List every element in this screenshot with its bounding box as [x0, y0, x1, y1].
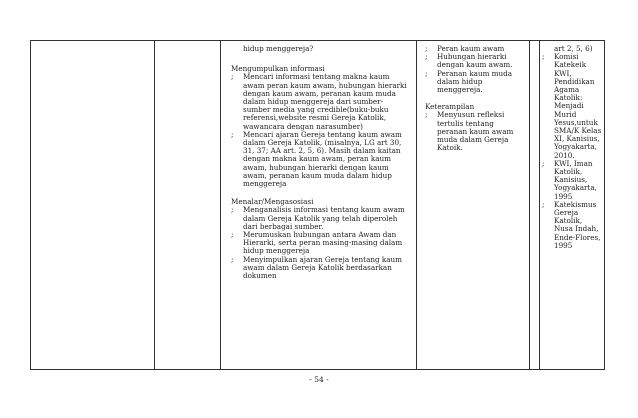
- list-item: ; Merumuskan hubungan antara Awam dan Hierarki, serta peran masing-masing dalam hidup menggereja: [231, 230, 403, 256]
- list-item: ; Hubungan hierarki dengan kaum awam.: [425, 52, 513, 70]
- section-title-collect-info: Mengumpulkan informasi: [231, 64, 325, 74]
- section-title-reasoning: Menalar/Mengasosiasi: [231, 197, 314, 207]
- table-cell-empty-5: [530, 41, 540, 370]
- learning-activities-cell: [221, 41, 417, 370]
- learning-resources-cell: [540, 41, 605, 370]
- list-item: ; Mencari ajaran Gereja tentang kaum awam dalam Gereja Katolik, (misalnya, LG art 30, 31, 37; AA art. 2, 5, 6). Masih dalam kaitan dengan makna kaum awam, peran kaum awam, hubungan hierarki dengan kaum awam, peranan kaum muda dalam hidup menggereja: [231, 129, 402, 189]
- list-item: ; Menyusun refleksi tertulis tentang peranan kaum awam muda dalam Gereja Katoik.: [425, 110, 514, 153]
- list-item: ; Menganalisis informasi tentang kaum awam dalam Gereja Katolik yang telah diperoleh dari berbagai sumber.: [231, 205, 405, 231]
- section-title-skills: Keterampilan: [425, 102, 475, 112]
- list-item: ; KWI, Iman Katolik, Kanisius, Yogyakarta, 1995: [542, 158, 597, 201]
- table-row: [31, 41, 605, 370]
- list-item: ; Menyimpulkan ajaran Gereja tentang kaum awam dalam Gereja Katolik berdasarkan dokumen: [231, 254, 402, 281]
- list-item: ; Mencari informasi tentang makna kaum awam peran kaum awam, hubungan hierarki dengan kaum awam, peranan kaum muda dalam hidup menggereja dari sumber-sumber media yang credible(buku-buku referensi,website resmi Gereja Katolik, wawancara dengan narasumber): [231, 72, 407, 131]
- table-cell-empty-2: [155, 41, 221, 370]
- continued-text: hidup menggereja?: [243, 44, 314, 53]
- list-item: ; Komisi Katekeik KWI, Pendidikan Agama Katolik: Menjadi Murid Yesus,untuk SMA/K Kelas XI, Kanisius, Yogyakarta, 2010.: [542, 52, 602, 160]
- list-item: ; Peranan kaum muda dalam hidup menggereja.: [425, 68, 513, 95]
- knowledge-list: [425, 45, 525, 94]
- continued-text: art 2, 5, 6): [554, 44, 593, 53]
- skills-list: [425, 111, 525, 152]
- syllabus-table: [30, 40, 605, 370]
- resources-list: [542, 53, 602, 250]
- table-cell-empty-1: [31, 41, 155, 370]
- collect-info-list: [231, 73, 410, 188]
- assessment-cell: [417, 41, 530, 370]
- page-number: - 54 -: [309, 375, 329, 384]
- list-item: ; Katekismus Gereja Katolik, Nusa Indah, Ende-Flores, 1995: [542, 199, 601, 250]
- reasoning-list: [231, 206, 410, 280]
- list-item: ; Peran kaum awam: [425, 44, 505, 53]
